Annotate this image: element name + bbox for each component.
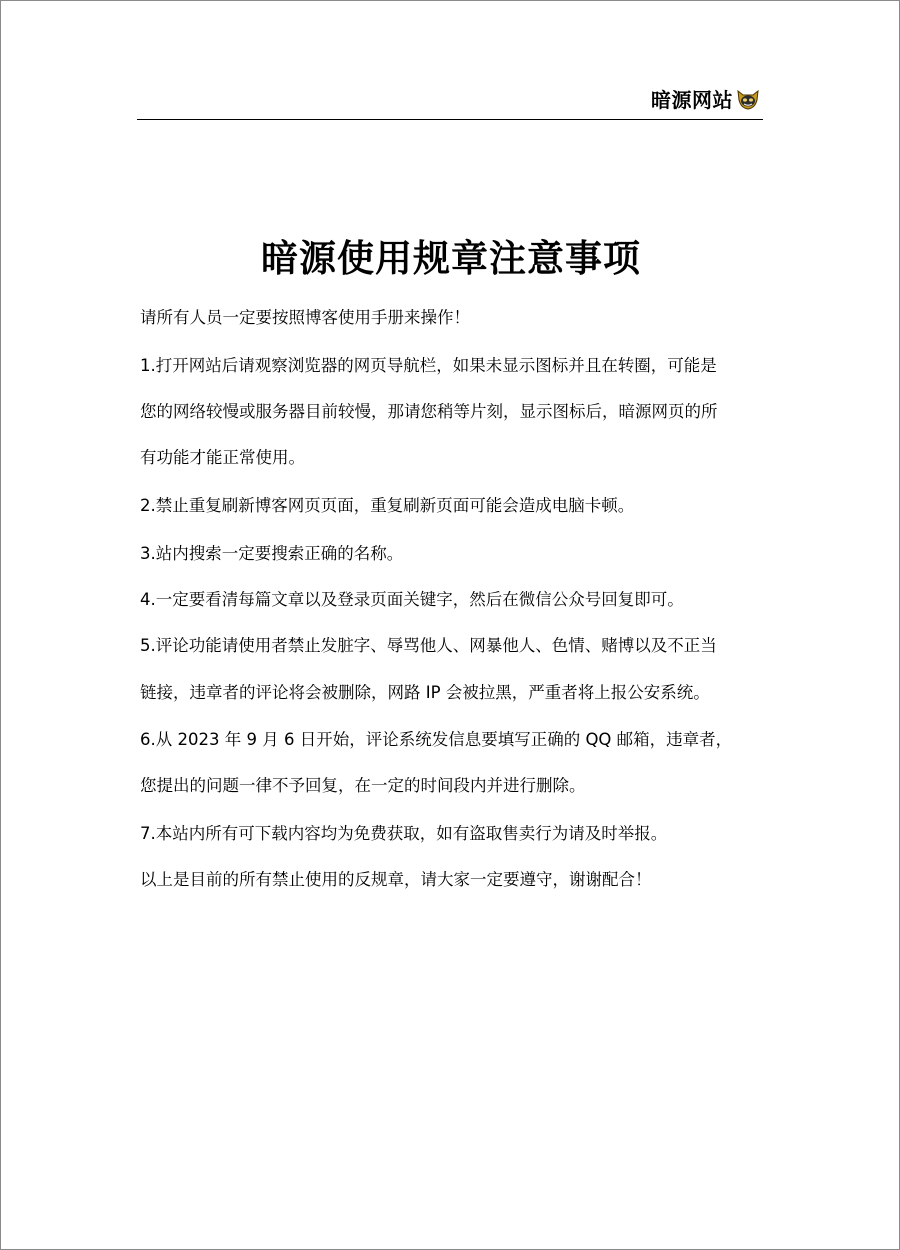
document-title: 暗源使用规章注意事项: [261, 237, 641, 280]
page-header: [137, 85, 763, 120]
rule-4-line-1: 4.一定要看清每篇文章以及登录页面关键字，然后在微信公众号回复即可。: [140, 590, 684, 609]
rule-5-line-2: 链接，违章者的评论将会被删除，网路 IP 会被拉黑，严重者将上报公安系统。: [140, 683, 710, 702]
rule-6-line-1: 6.从 2023 年 9 月 6 日开始，评论系统发信息要填写正确的 QQ 邮箱，违章者，: [140, 730, 733, 749]
rule-1-line-3: 有功能才能正常使用。: [140, 448, 305, 467]
cat-mascot-icon: [735, 86, 761, 112]
rule-5-line-1: 5.评论功能请使用者禁止发脏字、辱骂他人、网暴他人、色情、赌博以及不正当: [140, 636, 717, 655]
rule-2-line-1: 2.禁止重复刷新博客网页页面，重复刷新页面可能会造成电脑卡顿。: [140, 496, 635, 515]
rule-6-line-2: 您提出的问题一律不予回复，在一定的时间段内并进行删除。: [140, 776, 586, 795]
closing-text: 以上是目前的所有禁止使用的反规章，请大家一定要遵守，谢谢配合！: [140, 870, 652, 889]
rule-1-line-2: 您的网络较慢或服务器目前较慢，那请您稍等片刻，显示图标后，暗源网页的所: [140, 402, 718, 421]
rule-1-line-1: 1.打开网站后请观察浏览器的网页导航栏，如果未显示图标并且在转圈，可能是: [140, 356, 717, 375]
rule-7-line-1: 7.本站内所有可下载内容均为免费获取，如有盗取售卖行为请及时举报。: [140, 824, 668, 843]
site-name: 暗源网站: [651, 88, 733, 112]
rule-3-line-1: 3.站内搜索一定要搜索正确的名称。: [140, 544, 404, 563]
intro-text: 请所有人员一定要按照博客使用手册来操作！: [140, 308, 470, 327]
